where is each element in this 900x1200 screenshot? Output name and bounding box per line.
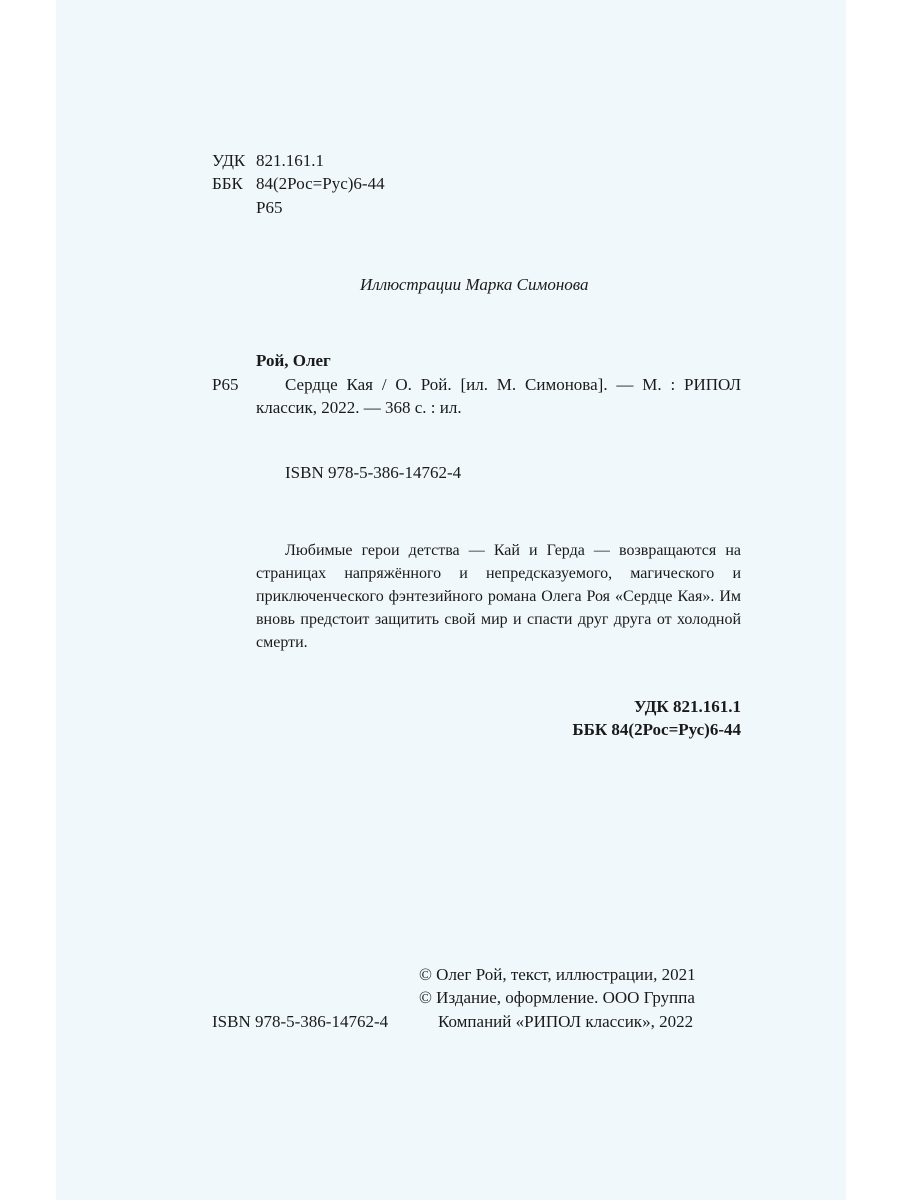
footer-isbn: ISBN 978-5-386-14762-4 xyxy=(212,1012,389,1031)
illustrator-credit: Иллюстрации Марка Симонова xyxy=(360,275,589,294)
copyright-edition-line1: © Издание, оформление. ООО Группа xyxy=(419,988,695,1007)
author-mark: Р65 xyxy=(256,198,283,217)
entry-author-mark: Р65 xyxy=(212,375,239,394)
bbk-bottom: ББК 84(2Рос=Рус)6-44 xyxy=(572,720,741,739)
entry-author-heading: Рой, Олег xyxy=(256,351,331,370)
bbk-value: 84(2Рос=Рус)6-44 xyxy=(256,174,385,193)
entry-description: Сердце Кая / О. Рой. [ил. М. Симонова]. — М. : РИПОЛ классик, 2022. — 368 с. : ил. xyxy=(256,375,741,417)
entry-isbn: ISBN 978-5-386-14762-4 xyxy=(285,463,462,482)
copyright-text: © Олег Рой, текст, иллюстрации, 2021 xyxy=(419,965,696,984)
udk-label: УДК xyxy=(212,151,246,170)
udk-bottom: УДК 821.161.1 xyxy=(633,697,741,716)
bbk-label: ББК xyxy=(212,174,243,193)
copyright-edition-line2: Компаний «РИПОЛ классик», 2022 xyxy=(438,1012,694,1031)
copyright-page xyxy=(56,0,846,1200)
udk-value: 821.161.1 xyxy=(256,151,324,170)
annotation: Любимые герои детства — Кай и Герда — возвращаются на страницах напряжённого и непредсказуемого, магического и приключенческого фэнтезийного романа Олега Роя «Сердце Кая». Им вновь предстоит защитить свой мир и спасти друг друга от холодной смерти. xyxy=(256,542,741,651)
